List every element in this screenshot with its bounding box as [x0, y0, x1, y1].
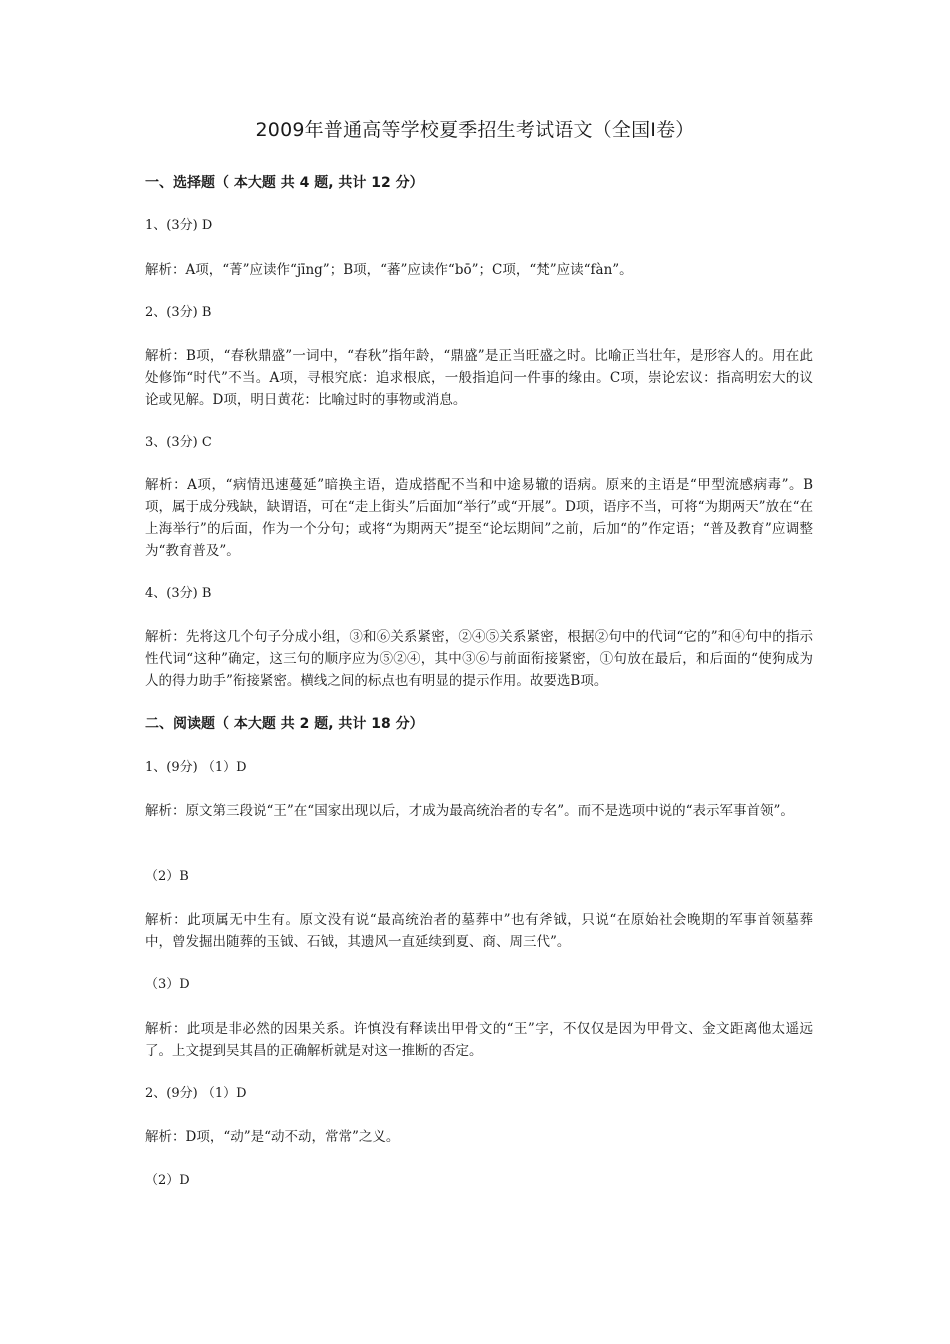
s2-q1-analysis-2: 解析：此项属无中生有。原文没有说“最高统治者的墓葬中”也有斧钺，只说“在原始社会晚期的军事首领墓葬中，曾发掘出随葬的玉钺、石钺，其遗风一直延续到夏、商、周三代”。 [145, 912, 813, 950]
s2-q1-part3: （3）D [145, 977, 190, 992]
section2-heading: 二、阅读题（ 本大题 共 2 题, 共计 18 分） [145, 716, 424, 732]
s2-q2-analysis-1: 解析：D项，“动”是“动不动，常常”之义。 [145, 1129, 400, 1145]
s1-q4-analysis: 解析：先将这几个句子分成小组，③和⑥关系紧密，②④⑤关系紧密，根据②句中的代词“它的”和④句中的指示性代词“这种”确定，这三句的顺序应为⑤②④，其中③⑥与前面衔接紧密，①句放在最后，和后面的“使狗成为人的得力助手”衔接紧密。横线之间的标点也有明显的提示作用。故要选B项。 [145, 629, 813, 689]
s1-q3-answer: 3、(3分) C [145, 435, 212, 450]
s1-q2-analysis: 解析：B项，“春秋鼎盛”一词中，“春秋”指年龄，“鼎盛”是正当旺盛之时。比喻正当壮年，是形容人的。用在此处修饰“时代”不当。A项，寻根究底：追求根底，一般指追问一件事的缘由。C项，崇论宏议：指高明宏大的议论或见解。D项，明日黄花：比喻过时的事物或消息。 [145, 348, 813, 408]
s1-q2-answer: 2、(3分) B [145, 305, 212, 320]
s1-q1-analysis: 解析：A项，“菁”应读作“jīng”；B项，“蕃”应读作“bō”；C项，“梵”应读“fàn”。 [145, 262, 633, 278]
s2-q2-part2: （2）D [145, 1173, 190, 1188]
s2-q1-analysis-1: 解析：原文第三段说“王”在“国家出现以后，才成为最高统治者的专名”。而不是选项中说的“表示军事首领”。 [145, 803, 794, 819]
s2-q2-answer: 2、(9分) （1）D [145, 1086, 247, 1101]
s1-q4-answer: 4、(3分) B [145, 586, 212, 601]
s2-q1-answer: 1、(9分) （1）D [145, 760, 247, 775]
section1-heading: 一、选择题（ 本大题 共 4 题, 共计 12 分） [145, 175, 424, 191]
document-title: 2009年普通高等学校夏季招生考试语文（全国Ⅰ卷） [255, 119, 695, 141]
s1-q1-answer: 1、(3分) D [145, 218, 213, 233]
s2-q1-part2: （2）B [145, 869, 189, 884]
s1-q3-analysis: 解析：A项，“病情迅速蔓延”暗换主语，造成搭配不当和中途易辙的语病。原来的主语是“甲型流感病毒”。B项，属于成分残缺，缺谓语，可在“走上街头”后面加“举行”或“开展”。D项，语序不当，可将“为期两天”放在“在上海举行”的后面，作为一个分句；或将“为期两天”提至“论坛期间”之前，后加“的”作定语；“普及教育”应调整为“教育普及”。 [145, 477, 813, 559]
s2-q1-analysis-3: 解析：此项是非必然的因果关系。许慎没有释读出甲骨文的“王”字，不仅仅是因为甲骨文、金文距离他太遥远了。上文提到吴其昌的正确解析就是对这一推断的否定。 [145, 1021, 813, 1059]
